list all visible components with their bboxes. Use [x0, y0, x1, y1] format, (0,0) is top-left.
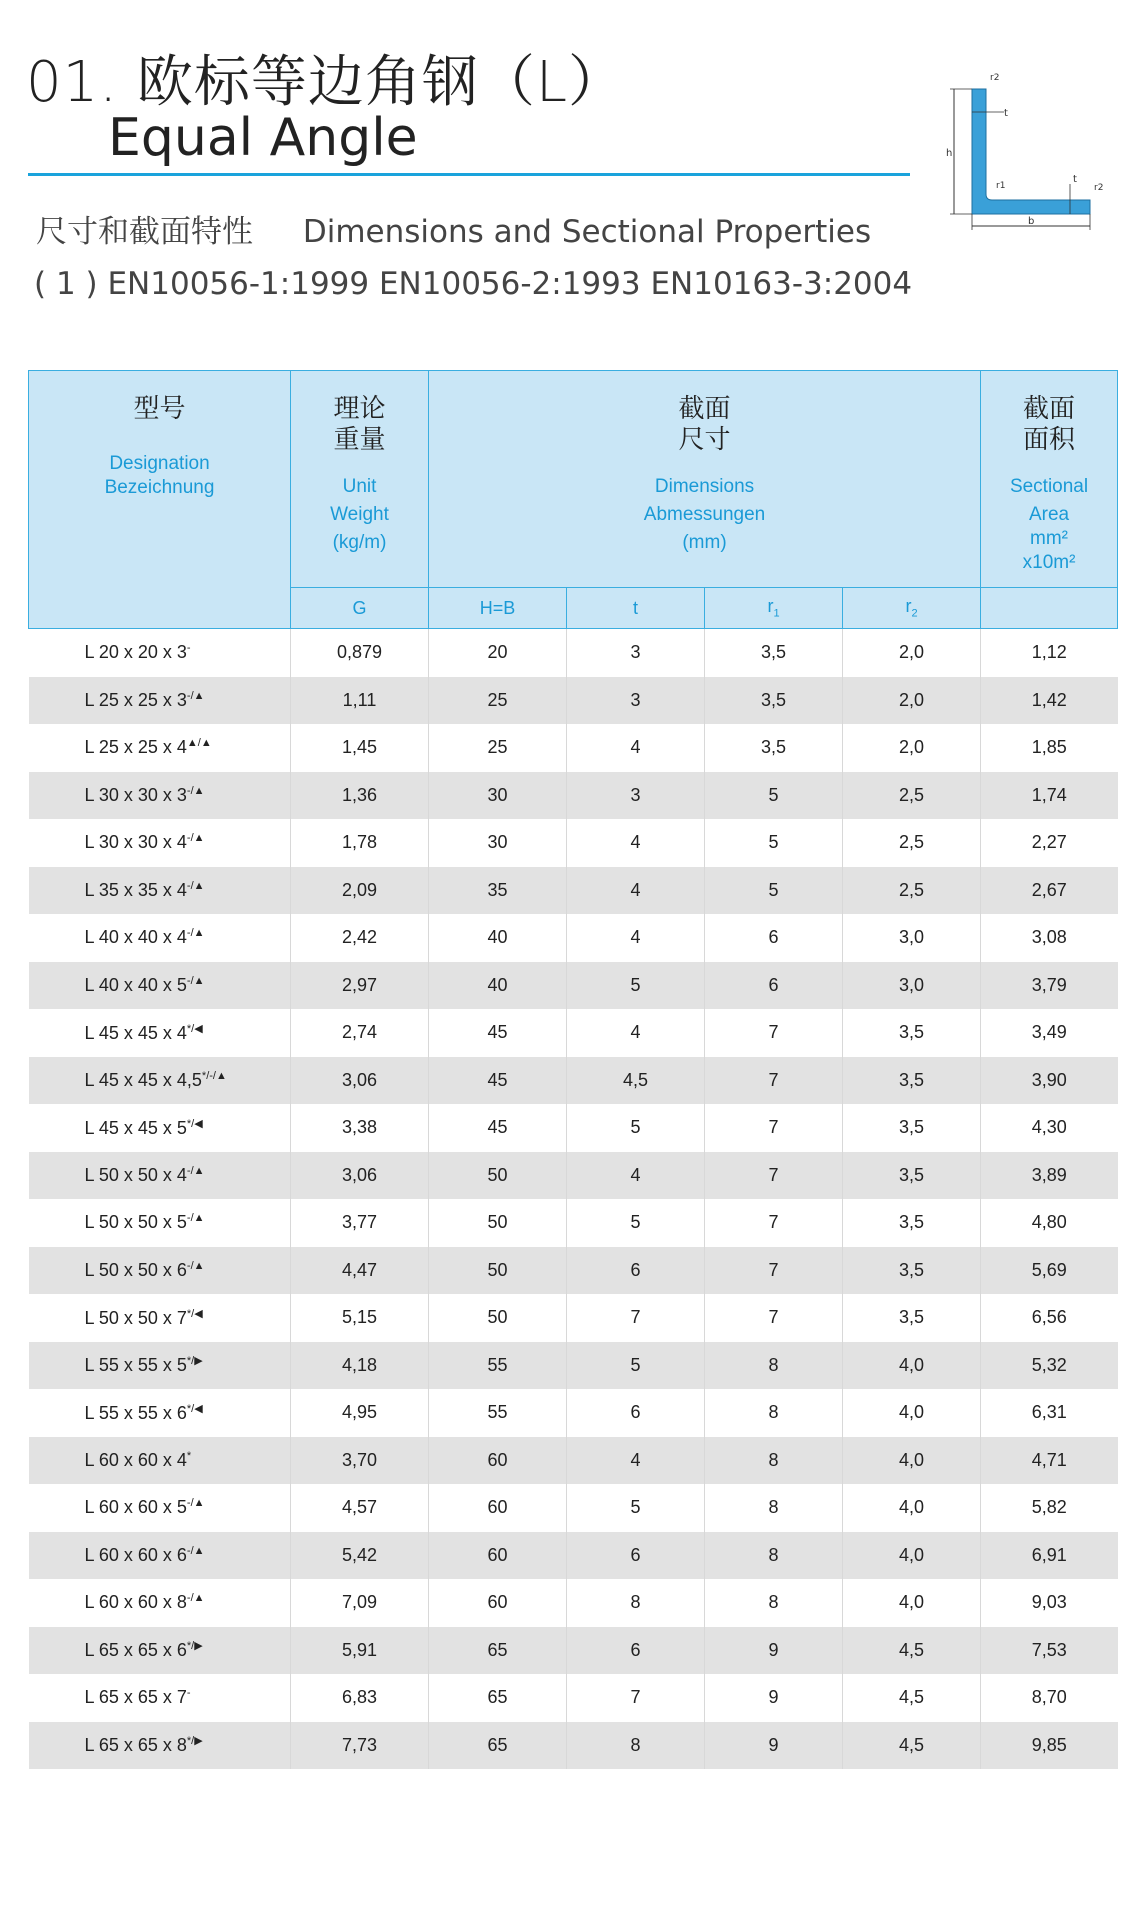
designation-cell: L 40 x 40 x 5-/▲	[29, 962, 291, 1010]
hb-cell: 35	[429, 867, 567, 915]
designation-mark: */▶	[186, 1735, 203, 1748]
hb-cell: 55	[429, 1389, 567, 1437]
r1-cell: 6	[705, 914, 843, 962]
r2-cell: 3,5	[843, 1057, 981, 1105]
properties-table	[28, 370, 1118, 1769]
r1-cell: 7	[705, 1057, 843, 1105]
table-row	[29, 867, 1118, 915]
table-row	[29, 1342, 1118, 1390]
designation-mark: */▶	[186, 1355, 203, 1368]
hb-cell: 25	[429, 677, 567, 725]
r2-cell: 4,0	[843, 1342, 981, 1390]
r1-cell: 8	[705, 1579, 843, 1627]
unit-weight-cell: 4,18	[291, 1342, 429, 1390]
r2-cell: 4,0	[843, 1579, 981, 1627]
area-cell: 5,32	[981, 1342, 1118, 1390]
designation-mark: -/▲	[186, 1212, 205, 1225]
thickness-cell: 6	[567, 1532, 705, 1580]
unit-weight-cell: 4,57	[291, 1484, 429, 1532]
unit-weight-cell: 1,36	[291, 772, 429, 820]
hb-cell: 60	[429, 1579, 567, 1627]
hb-cell: 50	[429, 1247, 567, 1295]
area-cell: 3,08	[1031, 927, 1067, 948]
diagram-label-t-horizontal: t	[1073, 174, 1077, 185]
r1-cell: 9	[705, 1627, 843, 1675]
unit-weight-cell: 3,38	[291, 1104, 429, 1152]
table-row	[29, 1247, 1118, 1295]
area-cell: 4,30	[1031, 1117, 1067, 1138]
designation-cell: L 35 x 35 x 4-/▲	[29, 867, 291, 915]
r1-cell: 3,5	[705, 724, 843, 772]
subheader-area	[981, 588, 1118, 629]
designation-cell: L 45 x 45 x 4*/◀	[29, 1009, 291, 1057]
header-designation: 型号 Designation Bezeichnung	[29, 371, 291, 629]
unit-weight-cell: 3,77	[291, 1199, 429, 1247]
table-row	[29, 1199, 1118, 1247]
diagram-label-r2-right: r2	[1094, 183, 1104, 193]
table-row	[29, 1532, 1118, 1580]
table-row	[29, 819, 1118, 867]
table-row	[29, 1579, 1118, 1627]
r2-cell: 3,5	[843, 1247, 981, 1295]
diagram-label-b: b	[1028, 216, 1035, 227]
unit-weight-cell: 1,11	[291, 677, 429, 725]
thickness-cell: 3	[567, 772, 705, 820]
unit-weight-cell: 1,78	[291, 819, 429, 867]
area-cell: 4,71	[981, 1437, 1118, 1485]
thickness-cell: 4	[567, 867, 705, 915]
r1-cell: 9	[705, 1722, 843, 1770]
designation-mark: -/▲	[186, 927, 205, 940]
subheader-r2: $r_2$	[843, 588, 981, 629]
area-cell: 5,82	[1031, 1497, 1067, 1518]
thickness-cell: 4	[567, 819, 705, 867]
hb-cell: 50	[429, 1199, 567, 1247]
r1-cell: 5	[705, 819, 843, 867]
designation-cell: L 30 x 30 x 3-/▲	[29, 772, 291, 820]
table-row	[29, 1484, 1118, 1532]
unit-weight-cell: 4,47	[291, 1247, 429, 1295]
table-row	[29, 677, 1118, 725]
designation-mark: -/▲	[186, 1592, 205, 1605]
hb-cell: 30	[429, 772, 567, 820]
designation-cell: L 65 x 65 x 6*/▶	[29, 1627, 291, 1675]
designation-cell: L 60 x 60 x 5-/▲	[29, 1484, 291, 1532]
thickness-cell: 5	[567, 1342, 705, 1390]
r2-cell: 3,5	[843, 1104, 981, 1152]
table-row	[29, 629, 1118, 677]
hb-cell: 55	[429, 1342, 567, 1390]
designation-mark: */◀	[186, 1117, 203, 1130]
unit-weight-cell: 3,06	[291, 1152, 429, 1200]
designation-cell: L 45 x 45 x 5*/◀	[29, 1104, 291, 1152]
thickness-cell: 5	[567, 1104, 705, 1152]
designation-cell: L 55 x 55 x 5*/▶	[29, 1342, 291, 1390]
standards-reference: ( 1 ) EN10056-1:1999 EN10056-2:1993 EN10163-3:2004	[34, 266, 913, 302]
thickness-cell: 4	[567, 1437, 705, 1485]
hb-cell: 50	[429, 1152, 567, 1200]
unit-weight-cell: 1,45	[291, 724, 429, 772]
designation-mark: */◀	[186, 1022, 203, 1035]
designation-mark: -	[186, 642, 191, 655]
area-cell: 6,56	[1031, 1307, 1067, 1328]
designation-mark: -	[186, 1687, 191, 1700]
subheader-hb: H=B	[429, 588, 567, 629]
designation-cell: L 60 x 60 x 4*	[29, 1437, 291, 1485]
table-row	[29, 1057, 1118, 1105]
unit-weight-cell: 2,09	[291, 867, 429, 915]
header-sectional-area: 截面 面积 Sectional Area mm² x10m²	[981, 371, 1118, 588]
thickness-cell: 6	[567, 1389, 705, 1437]
designation-mark: */-/▲	[201, 1069, 227, 1082]
r1-cell: 7	[705, 1199, 843, 1247]
designation-cell: L 50 x 50 x 4-/▲	[29, 1152, 291, 1200]
designation-cell: L 65 x 65 x 7-	[29, 1674, 291, 1722]
hb-cell: 30	[429, 819, 567, 867]
hb-cell: 50	[429, 1294, 567, 1342]
thickness-cell: 7	[567, 1674, 705, 1722]
angle-profile-shape	[972, 89, 1090, 214]
unit-weight-cell: 3,06	[291, 1057, 429, 1105]
area-cell: 1,85	[1031, 737, 1067, 758]
hb-cell: 45	[429, 1104, 567, 1152]
designation-cell: L 60 x 60 x 6-/▲	[29, 1532, 291, 1580]
r2-cell: 3,5	[843, 1294, 981, 1342]
header-unit-weight: 理论 重量 Unit Weight (kg/m)	[291, 371, 429, 588]
r2-cell: 3,0	[843, 962, 981, 1010]
r2-cell: 2,5	[843, 867, 981, 915]
area-cell: 6,31	[1031, 1402, 1067, 1423]
r1-cell: 7	[705, 1247, 843, 1295]
designation-mark: -/▲	[186, 832, 205, 845]
thickness-cell: 5	[567, 962, 705, 1010]
designation-mark: -/▲	[186, 1164, 205, 1177]
hb-cell: 60	[429, 1532, 567, 1580]
table-row	[29, 1104, 1118, 1152]
r2-cell: 2,5	[843, 819, 981, 867]
designation-cell: L 55 x 55 x 6*/◀	[29, 1389, 291, 1437]
thickness-cell: 4	[567, 914, 705, 962]
thickness-cell: 4,5	[567, 1057, 705, 1105]
designation-cell: L 30 x 30 x 4-/▲	[29, 819, 291, 867]
area-cell: 5,69	[981, 1247, 1118, 1295]
r2-cell: 3,5	[843, 1199, 981, 1247]
hb-cell: 65	[429, 1674, 567, 1722]
area-cell: 9,85	[981, 1722, 1118, 1770]
diagram-label-r1: r1	[996, 181, 1006, 191]
area-cell: 3,90	[981, 1057, 1118, 1105]
section-subtitle	[36, 206, 871, 251]
thickness-cell: 5	[567, 1484, 705, 1532]
designation-mark: */◀	[186, 1402, 203, 1415]
area-cell: 4,80	[1031, 1212, 1067, 1233]
r2-cell: 2,5	[843, 772, 981, 820]
header-dimensions: 截面 尺寸 Dimensions Abmessungen (mm)	[429, 371, 981, 588]
r1-cell: 9	[705, 1674, 843, 1722]
designation-cell: L 50 x 50 x 7*/◀	[29, 1294, 291, 1342]
designation-cell: L 50 x 50 x 5-/▲	[29, 1199, 291, 1247]
unit-weight-cell: 4,95	[291, 1389, 429, 1437]
r2-cell: 4,0	[843, 1532, 981, 1580]
unit-weight-cell: 2,97	[291, 962, 429, 1010]
designation-cell: L 50 x 50 x 6-/▲	[29, 1247, 291, 1295]
designation-cell: L 40 x 40 x 4-/▲	[29, 914, 291, 962]
thickness-cell: 4	[567, 724, 705, 772]
unit-weight-cell: 5,15	[291, 1294, 429, 1342]
table-row	[29, 724, 1118, 772]
table-row	[29, 1009, 1118, 1057]
unit-weight-cell: 5,91	[291, 1627, 429, 1675]
unit-weight-cell: 0,879	[291, 629, 429, 677]
hb-cell: 60	[429, 1484, 567, 1532]
designation-cell: L 25 x 25 x 3-/▲	[29, 677, 291, 725]
r2-cell: 4,5	[843, 1674, 981, 1722]
diagram-label-h: h	[946, 148, 953, 159]
designation-mark: ▲/▲	[186, 737, 212, 750]
table-row	[29, 1389, 1118, 1437]
thickness-cell: 7	[567, 1294, 705, 1342]
table-row	[29, 1294, 1118, 1342]
hb-cell: 65	[429, 1722, 567, 1770]
r1-cell: 8	[705, 1389, 843, 1437]
area-cell: 6,91	[981, 1532, 1118, 1580]
designation-mark: -/▲	[186, 974, 205, 987]
area-cell: 8,70	[1031, 1687, 1067, 1708]
designation-mark: */◀	[186, 1307, 203, 1320]
r1-cell: 3,5	[705, 677, 843, 725]
r1-cell: 8	[705, 1437, 843, 1485]
hb-cell: 40	[429, 914, 567, 962]
subtitle-chinese: 尺寸和截面特性	[36, 214, 253, 250]
angle-profile-diagram	[942, 64, 1122, 234]
table-row	[29, 1722, 1118, 1770]
r1-cell: 8	[705, 1484, 843, 1532]
hb-cell: 45	[429, 1009, 567, 1057]
unit-weight-cell: 3,70	[291, 1437, 429, 1485]
designation-mark: */▶	[186, 1640, 203, 1653]
designation-mark: *	[186, 1449, 192, 1462]
r2-cell: 4,0	[843, 1437, 981, 1485]
thickness-cell: 6	[567, 1247, 705, 1295]
r1-cell: 3,5	[705, 629, 843, 677]
area-cell: 7,53	[981, 1627, 1118, 1675]
r2-cell: 2,0	[843, 629, 981, 677]
table-row	[29, 962, 1118, 1010]
unit-weight-cell: 5,42	[291, 1532, 429, 1580]
r1-cell: 7	[705, 1294, 843, 1342]
diagram-label-t-vertical: t	[1004, 108, 1008, 119]
unit-weight-cell: 7,73	[291, 1722, 429, 1770]
diagram-label-r2-top: r2	[990, 73, 1000, 83]
designation-mark: -/▲	[186, 784, 205, 797]
unit-weight-cell: 2,42	[291, 914, 429, 962]
r1-cell: 7	[705, 1152, 843, 1200]
r1-cell: 8	[705, 1532, 843, 1580]
area-cell: 1,74	[981, 772, 1118, 820]
unit-weight-cell: 6,83	[291, 1674, 429, 1722]
designation-cell: L 60 x 60 x 8-/▲	[29, 1579, 291, 1627]
hb-cell: 20	[429, 629, 567, 677]
unit-weight-cell: 2,74	[291, 1009, 429, 1057]
hb-cell: 60	[429, 1437, 567, 1485]
thickness-cell: 5	[567, 1199, 705, 1247]
thickness-cell: 4	[567, 1152, 705, 1200]
subtitle-english: Dimensions and Sectional Properties	[302, 214, 872, 250]
hb-cell: 45	[429, 1057, 567, 1105]
r2-cell: 3,5	[843, 1009, 981, 1057]
designation-mark: -/▲	[186, 689, 205, 702]
r2-cell: 4,0	[843, 1484, 981, 1532]
designation-cell: L 25 x 25 x 4▲/▲	[29, 724, 291, 772]
area-cell: 9,03	[1031, 1592, 1067, 1613]
title-divider	[28, 173, 910, 176]
page-title-english: Equal Angle	[108, 108, 418, 168]
thickness-cell: 8	[567, 1722, 705, 1770]
thickness-cell: 3	[567, 677, 705, 725]
r1-cell: 8	[705, 1342, 843, 1390]
area-cell: 1,12	[1031, 642, 1067, 663]
r2-cell: 2,0	[843, 724, 981, 772]
r2-cell: 4,0	[843, 1389, 981, 1437]
thickness-cell: 3	[567, 629, 705, 677]
unit-weight-cell: 7,09	[291, 1579, 429, 1627]
thickness-cell: 4	[567, 1009, 705, 1057]
r2-cell: 2,0	[843, 677, 981, 725]
designation-cell: L 45 x 45 x 4,5*/-/▲	[29, 1057, 291, 1105]
area-cell: 3,79	[981, 962, 1118, 1010]
area-cell: 1,42	[981, 677, 1118, 725]
r2-cell: 4,5	[843, 1627, 981, 1675]
designation-mark: -/▲	[186, 1497, 205, 1510]
hb-cell: 65	[429, 1627, 567, 1675]
table-row	[29, 772, 1118, 820]
thickness-cell: 8	[567, 1579, 705, 1627]
r1-cell: 7	[705, 1104, 843, 1152]
thickness-cell: 6	[567, 1627, 705, 1675]
table-row	[29, 914, 1118, 962]
r2-cell: 3,5	[843, 1152, 981, 1200]
area-cell: 2,67	[981, 867, 1118, 915]
subheader-t: t	[567, 588, 705, 629]
designation-mark: -/▲	[186, 1259, 205, 1272]
designation-mark: -/▲	[186, 1544, 205, 1557]
area-cell: 2,27	[1031, 832, 1067, 853]
area-cell: 3,89	[981, 1152, 1118, 1200]
designation-cell: L 65 x 65 x 8*/▶	[29, 1722, 291, 1770]
subheader-g: G	[291, 588, 429, 629]
r2-cell: 4,5	[843, 1722, 981, 1770]
r1-cell: 5	[705, 867, 843, 915]
page-title: 01. 欧标等边角钢（L）	[26, 50, 626, 115]
r2-cell: 3,0	[843, 914, 981, 962]
r1-cell: 7	[705, 1009, 843, 1057]
r1-cell: 5	[705, 772, 843, 820]
table-row	[29, 1627, 1118, 1675]
table-row	[29, 1674, 1118, 1722]
r1-cell: 6	[705, 962, 843, 1010]
hb-cell: 25	[429, 724, 567, 772]
subheader-r1: $r_1$	[705, 588, 843, 629]
designation-mark: -/▲	[186, 879, 205, 892]
area-cell: 3,49	[1031, 1022, 1067, 1043]
table-row	[29, 1437, 1118, 1485]
designation-cell: L 20 x 20 x 3-	[29, 629, 291, 677]
table-row	[29, 1152, 1118, 1200]
hb-cell: 40	[429, 962, 567, 1010]
